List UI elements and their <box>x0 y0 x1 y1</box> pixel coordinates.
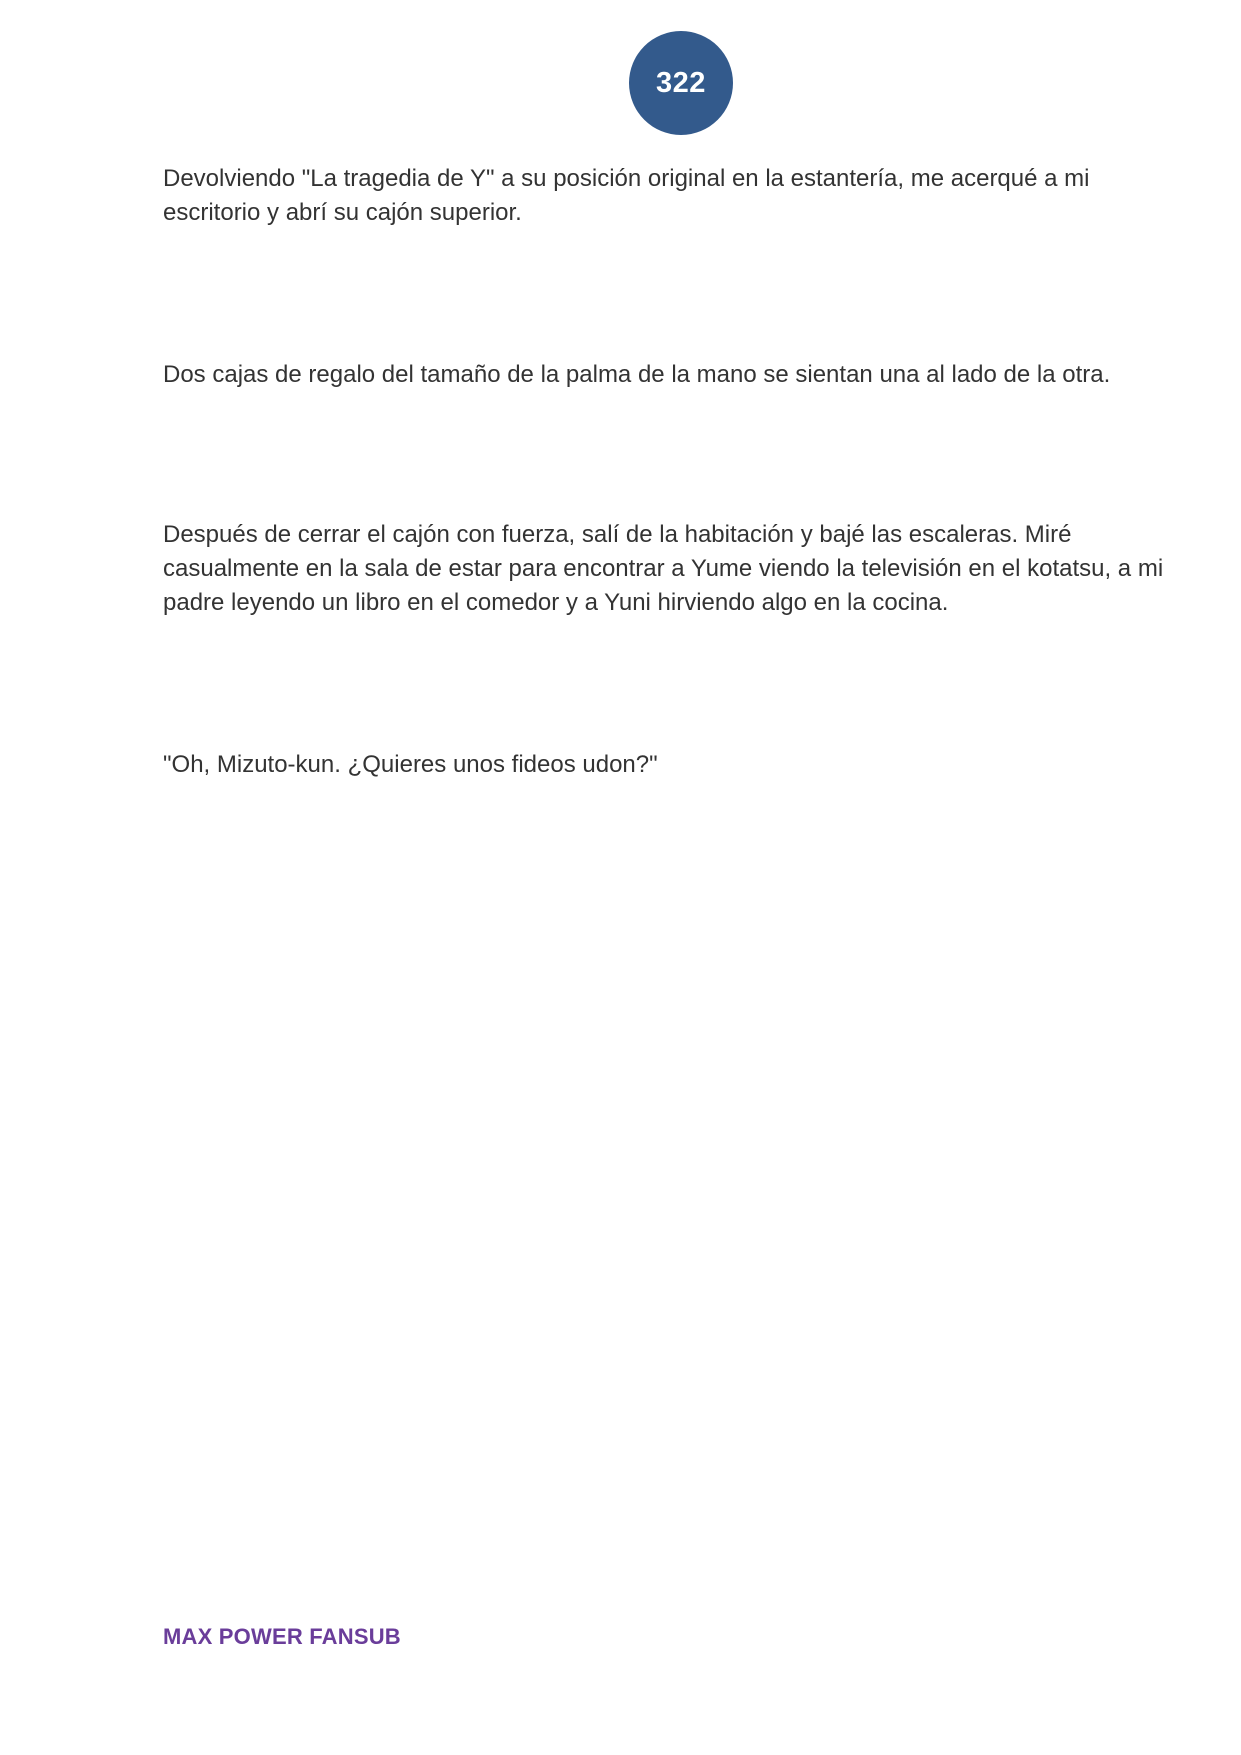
footer-credit: MAX POWER FANSUB <box>163 1624 401 1649</box>
page-number: 322 <box>656 66 706 99</box>
paragraph: Devolviendo "La tragedia de Y" a su posición original en la estantería, me acerqué a mi escritorio y abrí su cajón superior. <box>163 165 1090 226</box>
paragraph: Dos cajas de regalo del tamaño de la palma de la mano se sientan una al lado de la otra. <box>163 361 1111 388</box>
page-number-badge <box>629 31 733 135</box>
paragraph: Después de cerrar el cajón con fuerza, salí de la habitación y bajé las escaleras. Miré casualmente en la sala de estar para encontrar a Yume viendo la televisión en el kotatsu, a mi padre leyendo un libro en el comedor y a Yuni hirviendo algo en la cocina. <box>163 521 1164 616</box>
paragraph: "Oh, Mizuto-kun. ¿Quieres unos fideos udon?" <box>163 751 658 778</box>
